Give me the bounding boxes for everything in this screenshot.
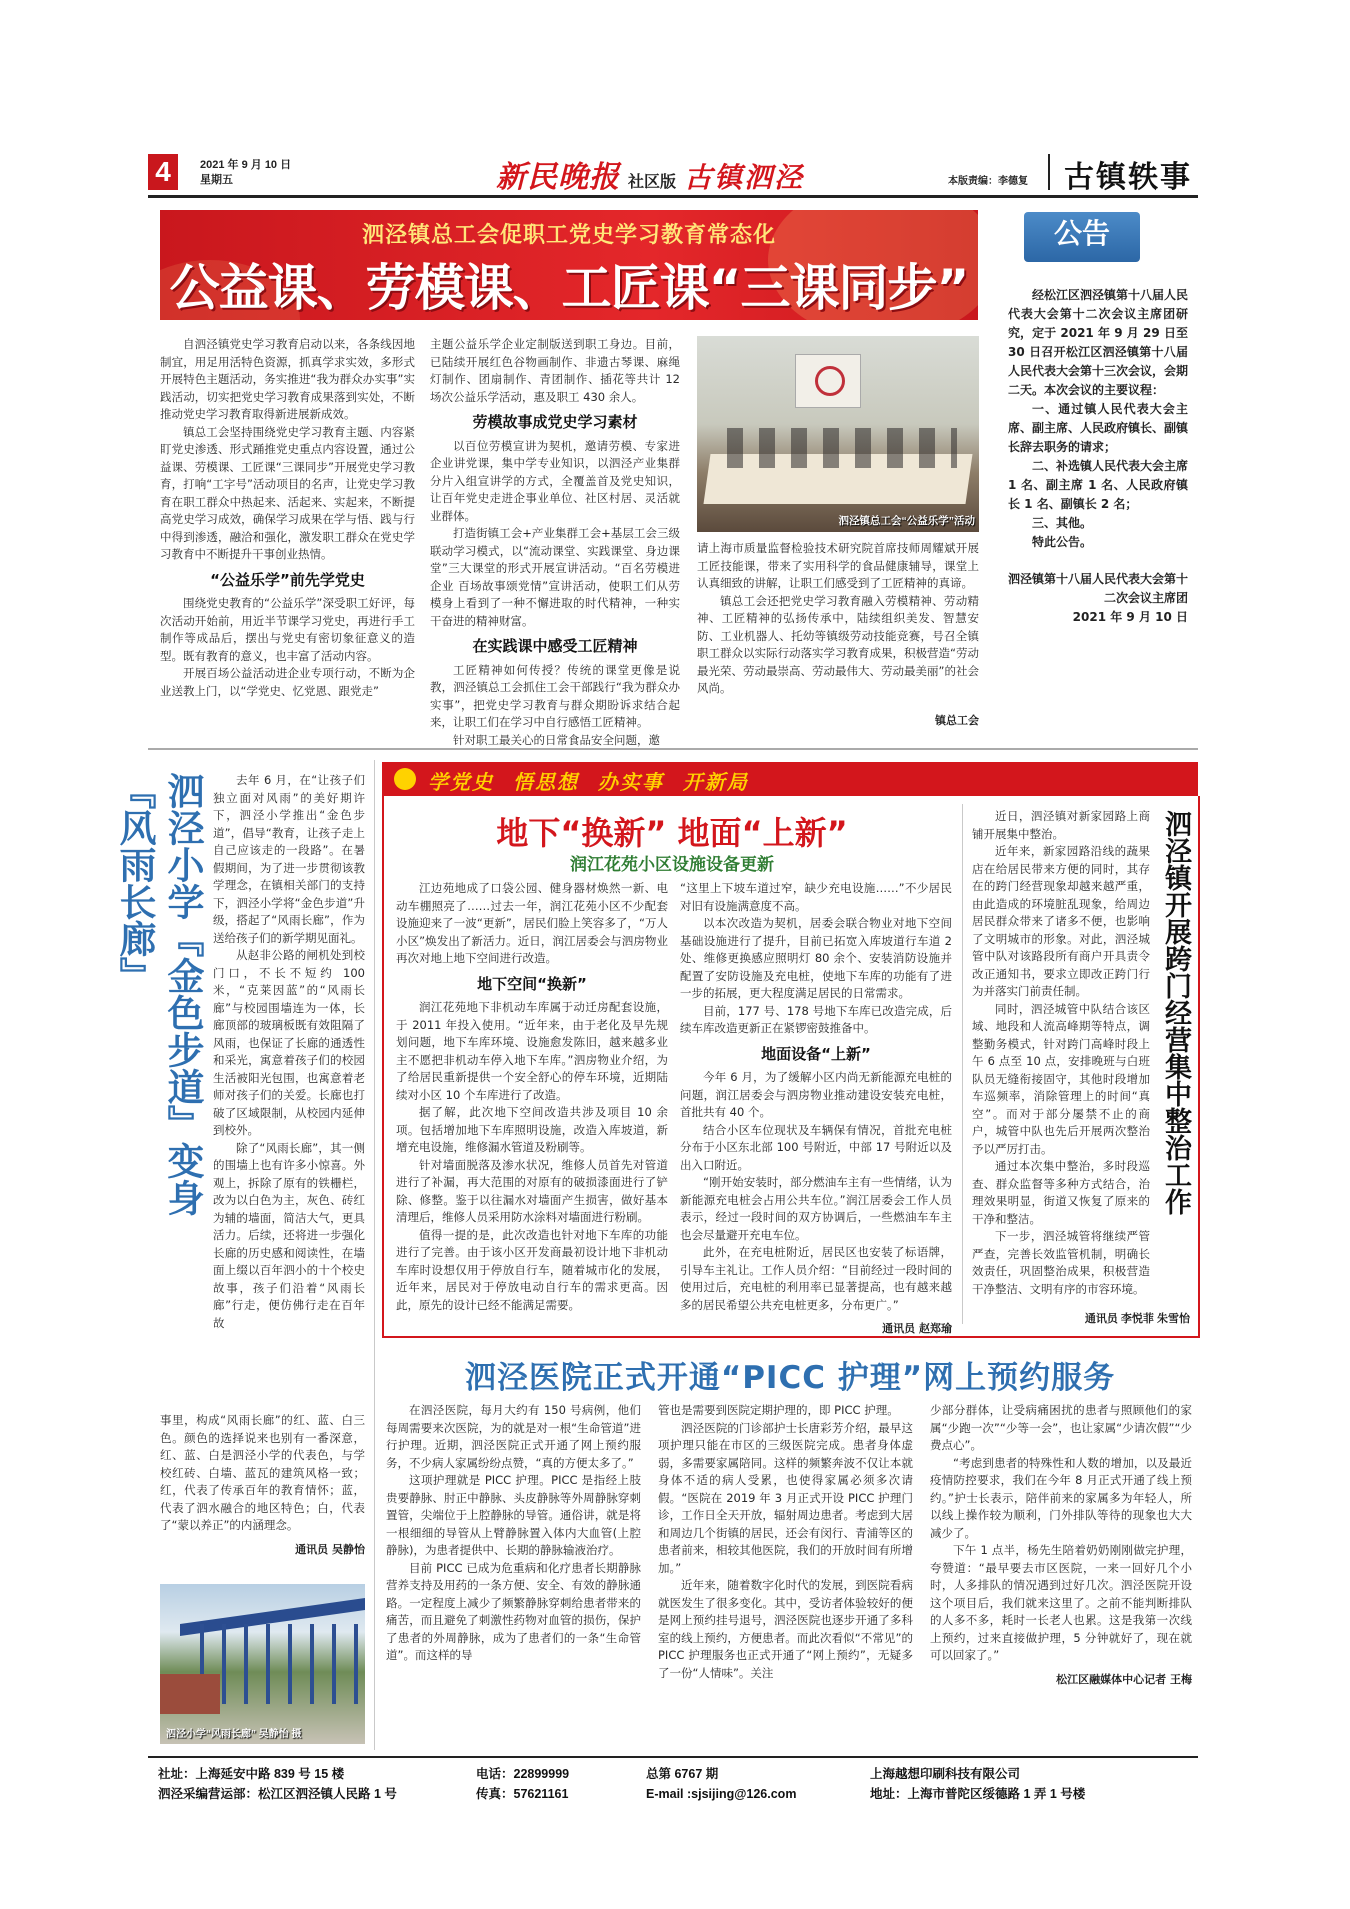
left-col-top <box>213 772 365 1332</box>
subheading: “公益乐学”前先学党史 <box>210 570 365 589</box>
paragraph: 针对墙面脱落及渗水状况，维修人员首先对管道进行了补漏，再大范围的对原有的破损漆面进行了铲除、修整。鉴于以往漏水对墙面产生损害，做好基本清理后，维修人员采用防水涂料对墙面进行粉刷。 <box>396 1157 668 1224</box>
paragraph: “这里上下坡车道过窄，缺少充电设施……”不少居民对旧有设施满意度不高。 <box>680 881 952 913</box>
byline: 通讯员 李悦菲 朱雪怡 <box>1084 1313 1190 1325</box>
footer-issue: 总第 6767 期 <box>646 1767 719 1781</box>
top-col-1 <box>160 336 415 700</box>
footer-printer: 上海越想印刷科技有限公司 <box>870 1767 1021 1781</box>
bottom-col-3 <box>930 1402 1192 1688</box>
masthead <box>496 152 805 195</box>
top-kicker: 泗泾镇总工会促职工党史学习教育常态化 <box>361 223 776 248</box>
paragraph: 这项护理就是 PICC 护理。PICC 是指经上肢贵要静脉、肘正中静脉、头皮静脉等外周静脉穿刺置管，尖端位于上腔静脉的导管。通俗讲，就是将一根细细的导管从上臂静脉置入体内大血管(上腔静脉)，为患者提供中、长期的静脉输液治疗。 <box>386 1473 641 1557</box>
paragraph: 事里，构成“风雨长廊”的红、蓝、白三色。颜色的选择说来也别有一番深意，红、蓝、白是泗泾小学的代表色，与学校红砖、白墙、蓝瓦的建筑风格一致；红，代表了传承百年的教育情怀；蓝，代表了泗水融合的地区特色；白，代表了“蒙以养正”的内涵理念。 <box>160 1413 365 1532</box>
top-col-3 <box>697 540 979 729</box>
left-col-bottom <box>160 1412 365 1558</box>
column-divider <box>962 804 963 1324</box>
footer-rule <box>148 1756 1198 1758</box>
edition-label: 社区版 <box>628 174 677 191</box>
bottom-headline: 泗泾医院正式开通“PICC 护理”网上预约服务 <box>464 1360 1116 1396</box>
paragraph: 去年 6 月，在“让孩子们独立面对风雨”的美好期许下，泗泾小学推出“金色步道”，倡导“教育，让孩子走上自己应该走的一段路”。在暑假期间，为了进一步贯彻该教学理念，在镇相关部门的支持下，泗泾小学将“金色步道”升级，搭起了“风雨长廊”，作为送给孩子们的新学期见面礼。 <box>213 773 365 945</box>
mid-subhead: 润江花苑小区设施设备更新 <box>570 855 774 875</box>
paragraph: 润江花苑地下非机动车库属于动迁房配套设施，于 2011 年投入使用。“近年来，由于老化及早先规划问题，地下车库环境、设施愈发陈旧，越来越多业主不愿把非机动车停入地下车库。”泗房物业介绍，为了给居民重新提供一个安全舒心的停车环境，近期陆续对小区 10 个车库进行了改造。 <box>396 1000 668 1102</box>
slogan-band <box>382 762 1198 796</box>
photo-wall <box>160 1674 220 1714</box>
footer-address: 社址：上海延安中路 839 号 15 楼 <box>158 1767 345 1781</box>
byline: 镇总工会 <box>935 713 979 727</box>
notice-body <box>1008 286 1188 627</box>
paragraph: 管也是需要到医院定期护理的，即 PICC 护理。 <box>658 1403 899 1417</box>
brand-name: 新民晚报 <box>496 160 620 195</box>
paragraph: 下午 1 点半，杨先生陪着奶奶刚刚做完护理，夸赞道：“最早要去市区医院，一来一回好几个小时，人多排队的情况遇到过好几次。泗泾医院开设这个项目后，我们就来这里了。之前不能判断排队的人多不多，耗时一长老人也累。这是我第一次线上预约，过来直接做护理，5 分钟就好了，现在就可以回家了。” <box>930 1543 1192 1662</box>
byline: 通讯员 赵郑瑜 <box>882 1322 952 1335</box>
paragraph: 值得一提的是，此次改造也针对地下车库的功能进行了完善。由于该小区开发商最初设计地下非机动车库时设想仅用于停放自行车，随着城市化的发展，近年来，居民对于停放电动自行车的需求更高。因此，原先的设计已经不能满足需要。 <box>396 1227 668 1312</box>
photo-caption: 泗泾镇总工会“公益乐学”活动 <box>838 515 975 527</box>
paragraph: 开展百场公益活动进企业专项行动，不断为企业送教上门，以“学党史、忆党恩、跟党走” <box>160 666 415 698</box>
footer-col-issue <box>646 1764 846 1804</box>
footer-col-phone <box>476 1764 626 1804</box>
header-rule <box>148 195 1198 198</box>
paragraph: 目前 PICC 已成为危重病和化疗患者长期静脉营养支持及用药的一条方便、安全、有效的静脉通路。一定程度上减少了频繁静脉穿刺给患者带来的痛苦，而且避免了刺激性药物对血管的损伤，保护了患者的外周静脉，成为了患者们的一条“生命管道”。而这样的导 <box>386 1560 641 1662</box>
subheading: 在实践课中感受工匠精神 <box>472 637 638 655</box>
paragraph: 在泗泾医院，每月大约有 150 号病例，他们每周需要来次医院，为的就是对一根“生命管道”进行护理。近期，泗泾医院正式开通了网上预约服务，不少病人家属纷纷点赞，“真的方便太多了。” <box>386 1403 641 1470</box>
paragraph: 近日，泗泾镇对新家园路上商铺开展集中整治。 <box>972 809 1150 841</box>
footer-office: 泗泾采编营运部：松江区泗泾镇人民路 1 号 <box>158 1787 397 1801</box>
paragraph: 据了解，此次地下空间改造共涉及项目 10 余项。包括增加地下车库照明设施，改造入库坡道，新增充电设施，维修漏水管道及粉刷等。 <box>396 1105 668 1154</box>
notice-item: 一、通过镇人民代表大会主席、副主席、人民政府镇长、副镇长辞去职务的请求； <box>1008 402 1189 454</box>
footer <box>158 1764 1198 1804</box>
footer-col-address <box>158 1764 458 1804</box>
notice-item: 二、补选镇人民代表大会主席 1 名、副主席 1 名、人民政府镇长 1 名、副镇长 2 名； <box>1008 459 1189 511</box>
photo-people <box>727 428 957 468</box>
paragraph: 镇总工会还把党史学习教育融入劳模精神、劳动精神、工匠精神的弘扬传承中，陆续组织美发、智慧安防、工业机器人、托幼等镇级劳动技能竞赛，号召全镇职工群众以实际行动落实学习教育成果，积极营造“劳动最光荣、劳动最崇高、劳动最伟大、劳动最美丽”的社会风尚。 <box>697 593 979 695</box>
notice-signature: 泗泾镇第十八届人民代表大会第十二次会议主席团 <box>1008 572 1189 605</box>
footer-printer-address: 地址：上海市普陀区绥德路 1 弄 1 号楼 <box>870 1787 1086 1801</box>
byline: 通讯员 吴静怡 <box>295 1542 365 1556</box>
issue-date <box>200 158 291 188</box>
notice-date: 2021 年 9 月 10 日 <box>1072 610 1188 624</box>
paragraph: 针对职工最关心的日常食品安全问题，邀 <box>453 732 660 747</box>
paragraph: “刚开始安装时，部分燃油车主有一些情绪，认为新能源充电桩会占用公共车位。”润江居委会工作人员表示，经过一段时间的双方协调后，一些燃油车车主也会尽量避开充电车位。 <box>680 1175 952 1242</box>
paragraph: 除了“风雨长廊”，其一侧的围墙上也有许多小惊喜。外观上，拆除了原有的铁栅栏，改为以白色为主，灰色、砖红为辅的墙面，简洁大气，更具活力。后续，还将进一步强化长廊的历史感和阅读性，在墙面上缀以百年泗小的十个校史故事，孩子们沿着“风雨长廊”行走，便仿佛行走在百年故 <box>213 1140 365 1330</box>
notice-title: 公告 <box>1053 217 1110 250</box>
right-vertical-title: 泗泾镇开展跨门经营集中整治工作 <box>1160 810 1191 1215</box>
top-banner <box>160 210 978 320</box>
bottom-col-2 <box>658 1402 913 1682</box>
paragraph: 镇总工会坚持围绕党史学习教育主题、内容紧盯党史渗透、形式踊推党史重点内容设置，通过公益课、劳模课、工匠课“三课同步”开展党史学习教育，打响“工字号”活动项目的名声，让党史学习教育在职工群众中热起来、活起来、实起来，不断提高党史学习成效，确保学习成果在学与悟、践与行中得到渗透，融洽和强化，激发职工群众在党史学习教育中不断提升干事创业热情。 <box>160 424 415 561</box>
corridor-photo <box>160 1584 365 1744</box>
mid-col-1 <box>396 880 668 1314</box>
page-number-box <box>148 154 178 190</box>
notice-intro: 经松江区泗泾镇第十八届人民代表大会第十二次会议主席团研究，定于 2021 年 9 月 29 日至 30 日召开松江区泗泾镇第十八届人民代表大会第十三次会议，会期二天。本次会议的主要议程： <box>1008 288 1189 397</box>
page-number: 4 <box>155 156 171 187</box>
column-divider <box>374 760 375 1750</box>
notice-badge <box>1024 212 1140 262</box>
footer-email: E-mail :sjsijing@126.com <box>646 1787 797 1801</box>
mid-col-2 <box>680 880 952 1338</box>
paragraph: 主题公益乐学企业定制版送到职工身边。目前，已陆续开展红色谷物画制作、非遗古琴课、麻绳灯制作、团扇制作、青团制作、插花等共计 12 场次公益乐学活动，惠及职工 430 余人。 <box>430 337 680 404</box>
paragraph: 近年来，随着数字化时代的发展，到医院看病就医发生了很多变化。其中，受访者体验较好的便是网上预约挂号退号，泗泾医院也逐步开通了多科室的线上预约，方便患者。而此次看似“不常见”的 PICC 护理服务也正式开通了“网上预约”，无疑多了一份“人情味”。关注 <box>658 1578 913 1680</box>
paragraph: 目前，177 号、178 号地下车库已改造完成，后续车库改造更新正在紧锣密鼓推备中。 <box>680 1003 952 1035</box>
left-vertical-title: 泗泾小学『金色步道』变身『风雨长廊』 <box>113 772 204 1216</box>
mid-headline: 地下“换新” 地面“上新” <box>496 814 848 852</box>
date-text: 2021 年 9 月 10 日 <box>200 159 292 171</box>
notice-item: 三、其他。 <box>1032 516 1093 530</box>
footer-phone: 电话：22899999 <box>476 1767 570 1781</box>
section-title: 古镇轶事 <box>1064 160 1192 195</box>
photo-heart <box>815 366 845 396</box>
paragraph: 通过本次集中整治，多时段巡查、群众监督等多种方式结合，治理效果明显，街道又恢复了原来的干净和整洁。 <box>972 1159 1150 1226</box>
paragraph: 今年 6 月，为了缓解小区内尚无新能源充电桩的问题，润江居委会与泗房物业推动建设安装充电桩，首批共有 40 个。 <box>680 1070 952 1119</box>
bottom-col-1 <box>386 1402 641 1665</box>
editor-credit: 本版责编：李德复 <box>948 176 1028 187</box>
local-brand: 古镇泗泾 <box>684 161 805 194</box>
top-col-2 <box>430 336 680 749</box>
subheading: 地下空间“换新” <box>477 974 587 993</box>
photo-caption: 泗泾小学“风雨长廊” 吴静怡 摄 <box>166 1729 302 1740</box>
paragraph: 泗泾医院的门诊部护士长唐彩芳介绍，最早这项护理只能在市区的三级医院完成。患者身体虚弱，多需要家属陪同。这样的频繁奔波不仅让本就身体不适的病人受累，也使得家属必须多次请假。“医院在 2019 年 3 月正式开设 PICC 护理门诊，工作日全天开放，辐射周边患者。考虑到大居和周边几个街镇的居民，还会有闵行、青浦等区的患者前来，相较其他医院，我们的开放时间有所增加。” <box>658 1420 913 1575</box>
footer-fax: 传真：57621161 <box>476 1787 569 1801</box>
paragraph: 以百位劳模宣讲为契机，邀请劳模、专家进企业讲党课，集中学专业知识，以泗泾产业集群分片入组宣讲学的方式，全覆盖首及党史知识，让百年党史走进企事业单位、社区村居、灵活就业群体。 <box>430 438 680 523</box>
paragraph: 少部分群体，让受病痛困扰的患者与照顾他们的家属“少跑一次”“少等一会”，也让家属“少请次假”“少费点心”。 <box>930 1403 1192 1452</box>
paragraph: 结合小区车位现状及车辆保有情况，首批充电桩分布于小区东北部 100 号附近，中部 17 号附近以及出入口附近。 <box>680 1122 952 1172</box>
weekday-text: 星期五 <box>200 174 233 186</box>
party-emblem-icon <box>394 768 416 790</box>
photo-pillars <box>200 1624 365 1704</box>
paragraph: 江边苑地成了口袋公园、健身器材焕然一新、电动车棚照亮了……过去一年，润江花苑小区不少配套设施迎来了一波“更新”，居民们脸上笑容多了，“万人小区”焕发出了新活力。近日，润江居委会与泗房物业再次对地上地下空间进行改造。 <box>396 881 668 965</box>
paragraph: 近年来，新家园路沿线的蔬果店在给居民带来方便的同时，其存在的跨门经营现象却越来越严重，由此造成的环境脏乱现象，给周边居民群众带来了诸多不便，也影响了文明城市的形象。对此，泗泾城管中队对该路段所有商户开具责令改正通知书，要求立即改正跨门行为并落实门前责任制。 <box>972 844 1150 998</box>
paragraph: “考虑到患者的特殊性和人数的增加，以及最近疫情防控要求，我们在今年 8 月正式开通了线上预约。”护士长表示，陪伴前来的家属多为年轻人，所以线上操作较为顺利，门外排队等待的现象也大大减少了。 <box>930 1455 1192 1540</box>
paragraph: 自泗泾镇党史学习教育启动以来，各条线因地制宜，用足用活特色资源，抓真学求实效，多形式开展特色主题活动，务实推进“我为群众办实事”实践活动，切实把党史学习教育成果落到实处，不断推动党史学习教育取得新进展新成效。 <box>160 337 415 421</box>
section-rule <box>148 748 1198 750</box>
paragraph: 从赵非公路的闸机处到校门口，不长不短约 100 米，“克莱因蓝”的“风雨长廊”与校园围墙连为一体，长廊顶部的玻璃板既有效阻隔了风雨，也保证了长廊的通透性和采光，寓意着孩子们的校园生活被阳光包围，也寓意着老师对孩子们的关爱。长廊也打破了区域限制，从校园内延伸到校外。 <box>213 948 365 1137</box>
right-col <box>972 808 1150 1298</box>
paragraph: 同时，泗泾城管中队结合该区域、地段和人流高峰期等特点，调整勤务模式，针对跨门高峰时段上午 6 点至 10 点，安排晚班与白班队员无缝衔接固守，其他时段增加车巡频率，消除管理上的时间“真空”。而对于部分屡禁不止的商户，城管中队也先后开展两次整治予以严厉打击。 <box>972 1001 1150 1156</box>
slogan-text: 学党史 悟思想 办实事 开新局 <box>428 770 749 794</box>
paragraph: 打造街镇工会+产业集群工会+基层工会三级联动学习模式，以“流动课堂、实践课堂、身边课堂”三大课堂的形式开展宣讲活动。“百名劳模进企业 百场故事颂党情”宣讲活动，使职工们从劳模身上看到了一种不懈进取的时代精神，一种实干奋进的精神财富。 <box>430 526 680 628</box>
paragraph: 以本次改造为契机，居委会联合物业对地下空间基础设施进行了提升，目前已拓宽入库坡道行车道 2 处、维修更换感应照明灯 80 余个、安装消防设施并配置了安防设施及充电桩，使地下车库的功能有了进一步的拓展，更大程度满足居民的日常需求。 <box>680 916 952 1000</box>
footer-col-printer <box>870 1764 1190 1804</box>
subheading: 地面设备“上新” <box>761 1044 871 1063</box>
workshop-photo <box>697 336 979 532</box>
paragraph: 请上海市质量监督检验技术研究院首席技师周耀斌开展工匠技能课，带来了实用科学的食品健康辅导，课堂上认真细致的讲解，让职工们感受到了工匠精神的真谛。 <box>697 541 979 590</box>
top-headline: 公益课、劳模课、工匠课“三课同步” <box>169 259 969 317</box>
paragraph: 工匠精神如何传授？传统的课堂更像是说教，泗泾镇总工会抓住工会干部践行“我为群众办实事”，把党史学习教育与群众期盼诉求结合起来，让职工们在学习中自行感悟工匠精神。 <box>430 662 680 729</box>
subheading: 劳模故事成党史学习素材 <box>472 413 638 431</box>
paragraph: 下一步，泗泾城管将继续严管严查，完善长效监管机制，明确长效责任，巩固整治成果，积极营造干净整洁、文明有序的市容环境。 <box>972 1229 1150 1296</box>
header-divider <box>1048 154 1050 190</box>
notice-end: 特此公告。 <box>1032 535 1093 549</box>
byline: 松江区融媒体中心记者 王梅 <box>1056 1672 1192 1686</box>
paragraph: 此外，在充电桩附近，居民区也安装了标语牌，引导车主礼让。工作人员介绍：“目前经过一段时间的使用过后，充电桩的利用率已显著提高，也有越来越多的居民希望公共充电桩更多，分布更广。” <box>680 1245 952 1312</box>
paragraph: 围绕党史教育的“公益乐学”深受职工好评，每次活动开始前，用近半节课学习党史，再进行手工制作等成品后，摆出与党史有密切象征意义的造型。既有教育的意义，也丰富了活动内容。 <box>160 596 415 663</box>
